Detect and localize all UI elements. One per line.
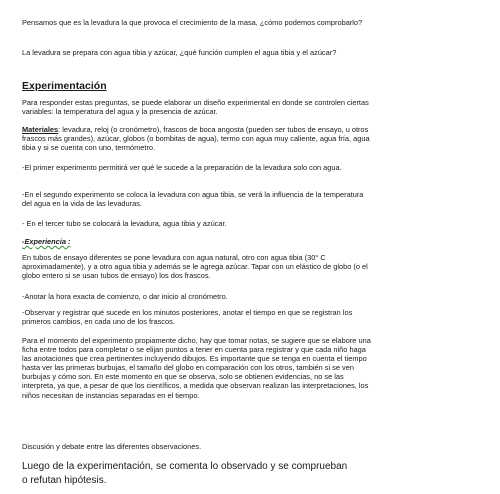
materials-label: Materiales xyxy=(22,125,59,134)
experiment-1-paragraph: -El primer experimento permitirá ver qué le sucede a la preparación de la levadura solo con agua. xyxy=(22,163,342,172)
experiment-3-paragraph: - En el tercer tubo se colocará la levadura, agua tibia y azúcar. xyxy=(22,219,227,228)
step-1-paragraph: -Anotar la hora exacta de comienzo, o dar inicio al cronómetro. xyxy=(22,292,228,301)
experiment-2-paragraph: -En el segundo experimento se coloca la levadura con agua tibia, se verá la influencia de la temperatura del agua en la vida de las levaduras. xyxy=(22,190,364,209)
experience-paragraph: En tubos de ensayo diferentes se pone levadura con agua natural, otro con agua tibia (30° C aproximadamente), y a otro agua tibia y además se le agrega azúcar. Tapar con un elástico de globo (o el globo entero si se usan tubos de ensayo) los dos frascos. xyxy=(22,253,368,281)
materials-paragraph xyxy=(22,125,372,152)
moment-paragraph: Para el momento del experimento propiamente dicho, hay que tomar notas, se sugiere que se elabore una ficha entre todos para completar o se elijan puntos a tener en cuenta para registrar y que cada niño haga las anotaciones que crea pertinentes incluyendo dibujos. Es importante que se tenga en cuenta el tiempo hasta ver las primeras burbujas, el tamaño del globo en comparación con los otros, también si se ven burbujas y cómo son. En este momento en que se observa, solo se obtienen evidencias, no se las interpreta, ya que, a pesar de que los científicos, a medida que observan realizan las interpretaciones, los niños necesitan de instancias separadas en el tiempo. xyxy=(22,336,371,400)
discussion-paragraph: Discusión y debate entre las diferentes observaciones. xyxy=(22,442,202,451)
step-2-paragraph: -Observar y registrar qué sucede en los minutos posteriores, anotar el tiempo en que se registran los primeros cambios, en cada uno de los frascos. xyxy=(22,308,353,327)
conclusion-paragraph: Luego de la experimentación, se comenta lo observado y se comprueban o refutan hipótesis. xyxy=(22,461,348,486)
intro-paragraph: Para responder estas preguntas, se puede elaborar un diseño experimental en donde se controlen ciertas variables: la temperatura del agua y la presencia de azúcar. xyxy=(22,98,369,117)
experience-label-text: -Experiencia : xyxy=(22,237,71,246)
question-paragraph-1: Pensamos que es la levadura la que provoca el crecimiento de la masa, ¿cómo podemos comprobarlo? xyxy=(22,18,363,27)
question-paragraph-2: La levadura se prepara con agua tibia y azúcar, ¿qué función cumplen el agua tibia y el azúcar? xyxy=(22,48,337,57)
section-heading-experimentacion: Experimentación xyxy=(22,80,107,92)
experience-label xyxy=(22,237,372,246)
materials-text: : levadura, reloj (o cronómetro), frascos de boca angosta (pueden ser tubos de ensayo, u otros frascos más grandes), azúcar, globos (o bombitas de agua), termo con agua muy caliente, agua fría, agua tibia y si se cuenta con uno, termómetro. xyxy=(22,125,370,153)
